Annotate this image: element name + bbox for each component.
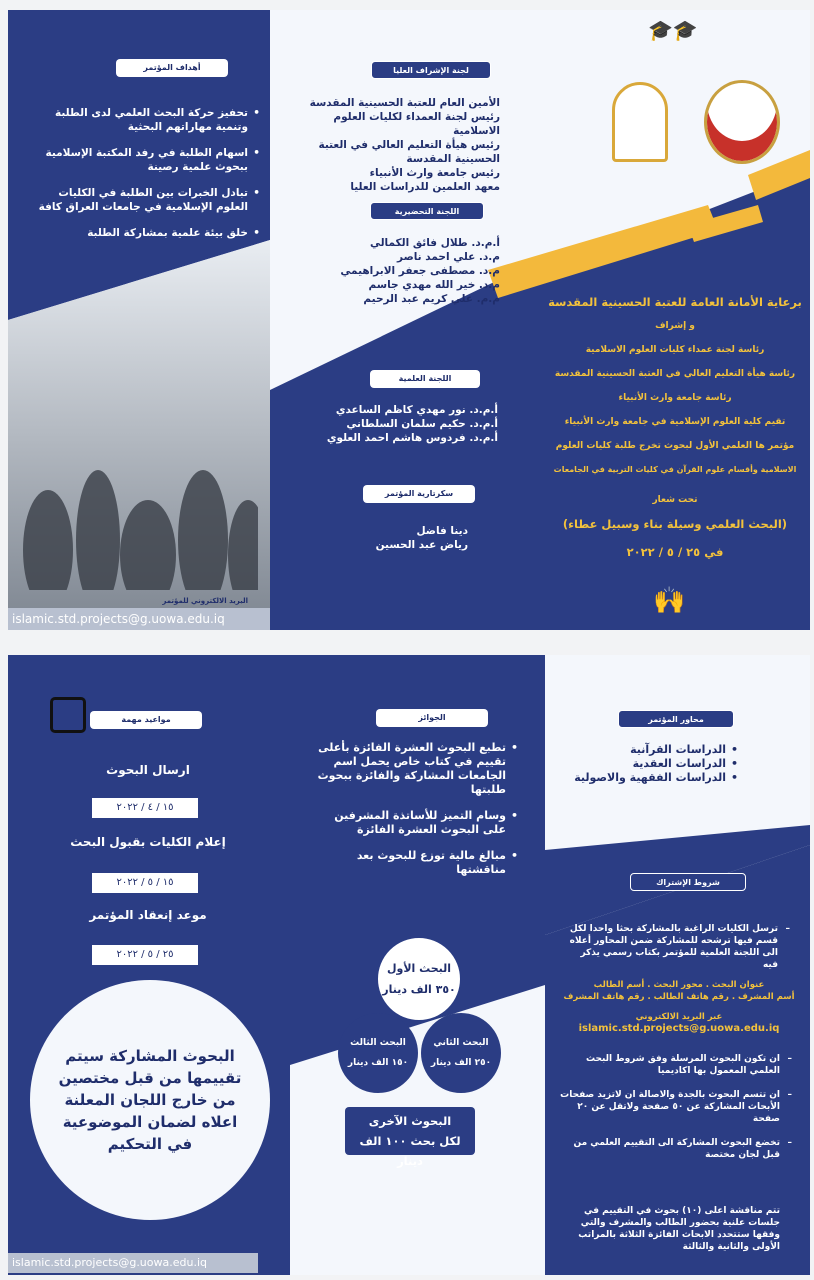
slogan: (البحث العلمي وسيلة بناء وسبيل عطاء): [562, 517, 788, 531]
conditions-list: [568, 923, 790, 975]
shrine-logo: [704, 80, 780, 164]
second-prize: [421, 1013, 501, 1093]
goals-title: أهداف المؤتمر: [116, 59, 228, 77]
condition-item: – ان تتسم البحوث بالجدة والاصالة ان لاتزيد صفحات الأبحاث المشاركة عن ٥٠ صفحة ولاتقل عن ٢٠ صفحة: [560, 1089, 792, 1125]
conditions-email[interactable]: islamic.std.projects@g.uowa.edu.iq: [578, 1023, 780, 1034]
evaluation-text: البحوث المشاركة سيتم تقييمها من قبل مختصين من خارج اللجان المعلنة اعلاه لضمان الموضوعية في التحكيم: [58, 1047, 242, 1153]
axis-item: • الدراسات الفقهية والاصولية: [568, 771, 738, 785]
supervision-list: [286, 96, 500, 194]
axes-list: [568, 743, 738, 785]
member: دينا فاضل: [416, 525, 468, 537]
fields-line: عنوان البحث . محور البحث . أسم الطالب: [593, 980, 765, 990]
email-bar[interactable]: islamic.std.projects@g.uowa.edu.iq: [8, 1253, 258, 1273]
email-bar[interactable]: islamic.std.projects@g.uowa.edu.iq: [8, 608, 270, 630]
prize-label: البحث الثالث: [350, 1038, 406, 1048]
conference-date: في ٢٥ / ٥ / ٢٠٢٢: [626, 545, 724, 559]
graduates-photo: [18, 390, 258, 590]
cover-text: [540, 290, 810, 564]
member: م.د. علي احمد ناصر: [397, 251, 500, 263]
patron-line: برعاية الأمانة العامة للعتبة الحسينية المقدسة: [548, 295, 802, 309]
supervision-word: و إشراف: [655, 321, 695, 331]
supervision-item: الأمين العام للعتبة الحسينية المقدسة: [309, 97, 500, 109]
cover-line: رئاسة لجنة عمداء كليات العلوم الاسلامية: [585, 345, 765, 355]
prize-amount: ١٥٠ الف دينار: [347, 1058, 409, 1068]
date-label: موعد إنعقاد المؤتمر: [89, 908, 207, 922]
prize-amount: لكل بحث ١٠٠ الف دينار: [359, 1134, 461, 1168]
goal-item: • اسهام الطلبة في رفد المكتبة الإسلامية ببحوث علمية رصينة: [28, 146, 260, 174]
raised-hands-icon: 🙌: [653, 586, 686, 616]
member: أ.م.د. نور مهدي كاظم الساعدي: [335, 404, 498, 416]
preparatory-list: [308, 236, 500, 306]
condition-fields: [556, 979, 802, 1035]
preparatory-title: اللجنة التحضيرية: [370, 202, 484, 220]
supervision-title: لجنة الإشراف العليا: [371, 61, 491, 79]
axis-item: • الدراسات العقدية: [568, 757, 738, 771]
cover-line: مؤتمر ها العلمي الأول لبحوث تخرج طلبة كليات العلوم: [555, 441, 795, 451]
secretariat-list: [308, 524, 468, 552]
prize-amount: ٢٥٠ الف دينار: [430, 1058, 492, 1068]
prize-label: البحث الثاني: [433, 1038, 489, 1048]
axis-item: • الدراسات القرآنية: [568, 743, 738, 757]
member: أ.م.د. فردوس هاشم احمد العلوي: [326, 432, 498, 444]
goal-item: • تبادل الخبرات بين الطلبة في الكليات العلوم الإسلامية في جامعات العراق كافة: [28, 186, 260, 214]
prize-item: • مبالغ مالية توزع للبحوث بعد مناقشتها: [308, 849, 518, 877]
member: م.د. خير الله مهدي جاسم: [368, 279, 500, 291]
prize-amount: ٣٥٠ الف دينار: [382, 983, 456, 996]
member: م.د. مصطفى جعفر الابراهيمي: [340, 265, 500, 277]
axes-title: محاور المؤتمر: [618, 710, 734, 728]
evaluation-note: [30, 980, 270, 1220]
condition-item: – تخضع البحوث المشاركة الى التقييم العلمي من قبل لجان مختصة: [560, 1137, 792, 1161]
date-value: ٢٥ / ٥ / ٢٠٢٢: [92, 945, 198, 965]
goal-item: • تحفيز حركة البحث العلمي لدى الطلبة وتنمية مهاراتهم البحثية: [28, 106, 260, 134]
conditions-list-2: [560, 1053, 792, 1173]
cover-line: رئاسة هيأة التعليم العالي في العتبة الحسينية المقدسة: [554, 369, 796, 379]
date-value: ١٥ / ٥ / ٢٠٢٢: [92, 873, 198, 893]
third-prize: [338, 1013, 418, 1093]
prize-item: • وسام التميز للأساتذة المشرفين على البحوث العشرة الفائزة: [308, 809, 518, 837]
date-label: إعلام الكليات بقبول البحث: [70, 835, 226, 849]
condition-text: ترسل الكليات الراغبة بالمشاركة بحثا واحدا لكل قسم فيها ترشحه للمشاركة ضمن المحاور أعلاه الى اللجنة العلمية للمؤتمر بكتاب رسمي يذكر فيه: [569, 924, 778, 970]
member: م.م. علي كريم عبد الرحيم: [363, 293, 500, 305]
calendar-clock-icon: [50, 697, 86, 733]
email-label: البريد الالكتروني للمؤتمر: [162, 597, 248, 605]
goal-item: • خلق بيئة علمية بمشاركة الطلبة: [28, 226, 260, 240]
scientific-list: [308, 403, 498, 445]
member: رياض عبد الحسين: [375, 539, 468, 551]
prize-label: البحوث الآخرى: [368, 1114, 452, 1128]
date-value: ١٥ / ٤ / ٢٠٢٢: [92, 798, 198, 818]
condition-item: – ان تكون البحوث المرسلة وفق شروط البحث العلمي المعمول بها اكاديميا: [560, 1053, 792, 1077]
cover-line: تقيم كلية العلوم الإسلامية في جامعة وارث الأنبياء: [564, 417, 786, 427]
supervision-item: رئيس جامعة وارث الأنبياء: [369, 167, 500, 179]
fields-line: أسم المشرف . رقم هاتف الطالب . رقم هاتف المشرف: [563, 992, 795, 1002]
member: أ.م.د. طلال فائق الكمالي: [369, 237, 500, 249]
email-label: عبر البريد الالكتروني: [635, 1012, 723, 1022]
goals-list: [28, 106, 260, 252]
conditions-final: تتم مناقشة اعلى (١٠) بحوث في التقييم في جلسات علنية بحضور الطالب والمشرف والتي وفقها ستتحدد الابحاث الفائزة الثلاثة بالمراتب الأولى والثانية والثالثة: [578, 1206, 780, 1252]
supervision-item: معهد العلمين للدراسات العليا: [350, 181, 500, 193]
condition-item: [568, 923, 790, 971]
conditions-title: شروط الإشتراك: [630, 873, 746, 891]
secretariat-title: سكرتارية المؤتمر: [363, 485, 475, 503]
date-label: ارسال البحوث: [106, 763, 190, 777]
brochure-inside: [8, 655, 810, 1275]
prizes-title: الجوائز: [376, 709, 488, 727]
supervision-item: رئيس لجنة العمداء لكليات العلوم الاسلامية: [333, 111, 500, 137]
prize-item: • تطبع البحوث العشرة الفائزة بأعلى تقييم في كتاب خاص يحمل اسم الجامعات المشاركة والفائزة ببحوث طلبتها: [308, 741, 518, 797]
other-prizes: [345, 1107, 475, 1168]
member: أ.م.د. حكيم سلمان السلطاني: [346, 418, 498, 430]
graduation-caps-icon: 🎓🎓: [648, 18, 698, 42]
slogan-intro: تحت شعار: [652, 495, 698, 505]
prizes-list: [308, 741, 518, 889]
cover-line: الاسلامية وأقسام علوم القرآن في كليات التربية في الجامعات: [553, 465, 797, 474]
university-logo: [612, 82, 668, 162]
brochure-outside: [8, 10, 810, 630]
supervision-item: رئيس هيأة التعليم العالي في العتبة الحسينية المقدسة: [318, 139, 500, 165]
dates-title: مواعيد مهمة: [90, 711, 202, 729]
scientific-title: اللجنة العلمية: [370, 370, 480, 388]
prize-label: البحث الأول: [386, 962, 452, 975]
first-prize: [377, 937, 461, 1021]
cover-line: رئاسة جامعة وارث الأنبياء: [618, 393, 732, 403]
